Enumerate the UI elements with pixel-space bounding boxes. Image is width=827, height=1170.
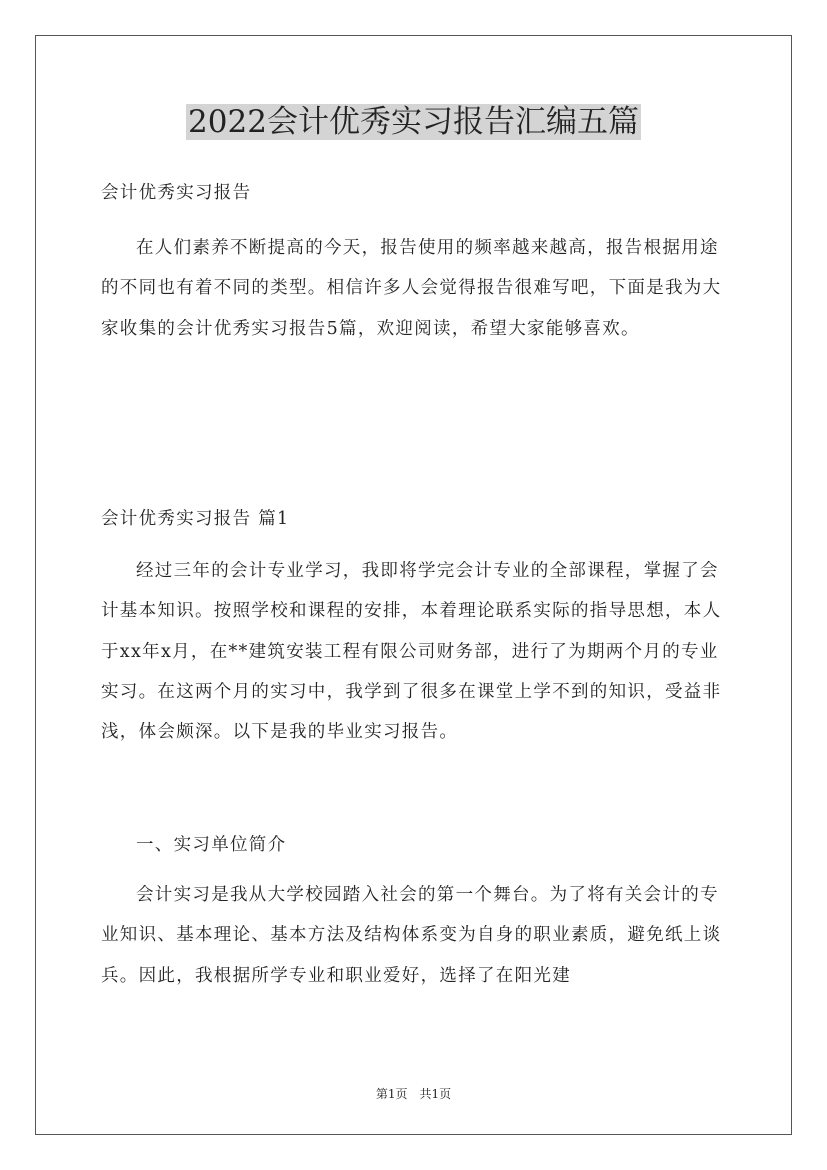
document-title	[0, 100, 827, 144]
section1-heading-block	[101, 504, 737, 534]
intro-paragraph-block	[101, 228, 737, 349]
intro-block	[101, 178, 737, 208]
section1-subheading: 一、实习单位简介	[136, 835, 287, 855]
section1-subheading-block	[101, 825, 737, 865]
section1-paragraph1: 经过三年的会计专业学习，我即将学完会计专业的全部课程，掌握了会计基本知识。按照学校和课程的安排，本着理论联系实际的指导思想，本人于xx年x月，在**建筑安装工程有限公司财务部，进行了为期两个月的专业实习。在这两个月的实习中，我学到了很多在课堂上学不到的知识，受益非浅，体会颇深。以下是我的毕业实习报告。	[101, 561, 722, 743]
section1-paragraph2: 会计实习是我从大学校园踏入社会的第一个舞台。为了将有关会计的专业知识、基本理论、基本方法及结构体系变为自身的职业素质，避免纸上谈兵。因此，我根据所学专业和职业爱好，选择了在阳光建	[101, 885, 722, 986]
page-footer: 第1页 共1页	[375, 1087, 452, 1101]
intro-heading: 会计优秀实习报告	[101, 183, 252, 203]
section1-paragraph2-block	[101, 875, 737, 996]
section1-paragraph1-block	[101, 551, 737, 752]
intro-paragraph: 在人们素养不断提高的今天，报告使用的频率越来越高，报告根据用途的不同也有着不同的类型。相信许多人会觉得报告很难写吧，下面是我为大家收集的会计优秀实习报告5篇，欢迎阅读，希望大家能够喜欢。	[101, 238, 722, 339]
section1-heading: 会计优秀实习报告 篇1	[101, 509, 290, 529]
document-title-text: 2022会计优秀实习报告汇编五篇	[188, 104, 639, 140]
